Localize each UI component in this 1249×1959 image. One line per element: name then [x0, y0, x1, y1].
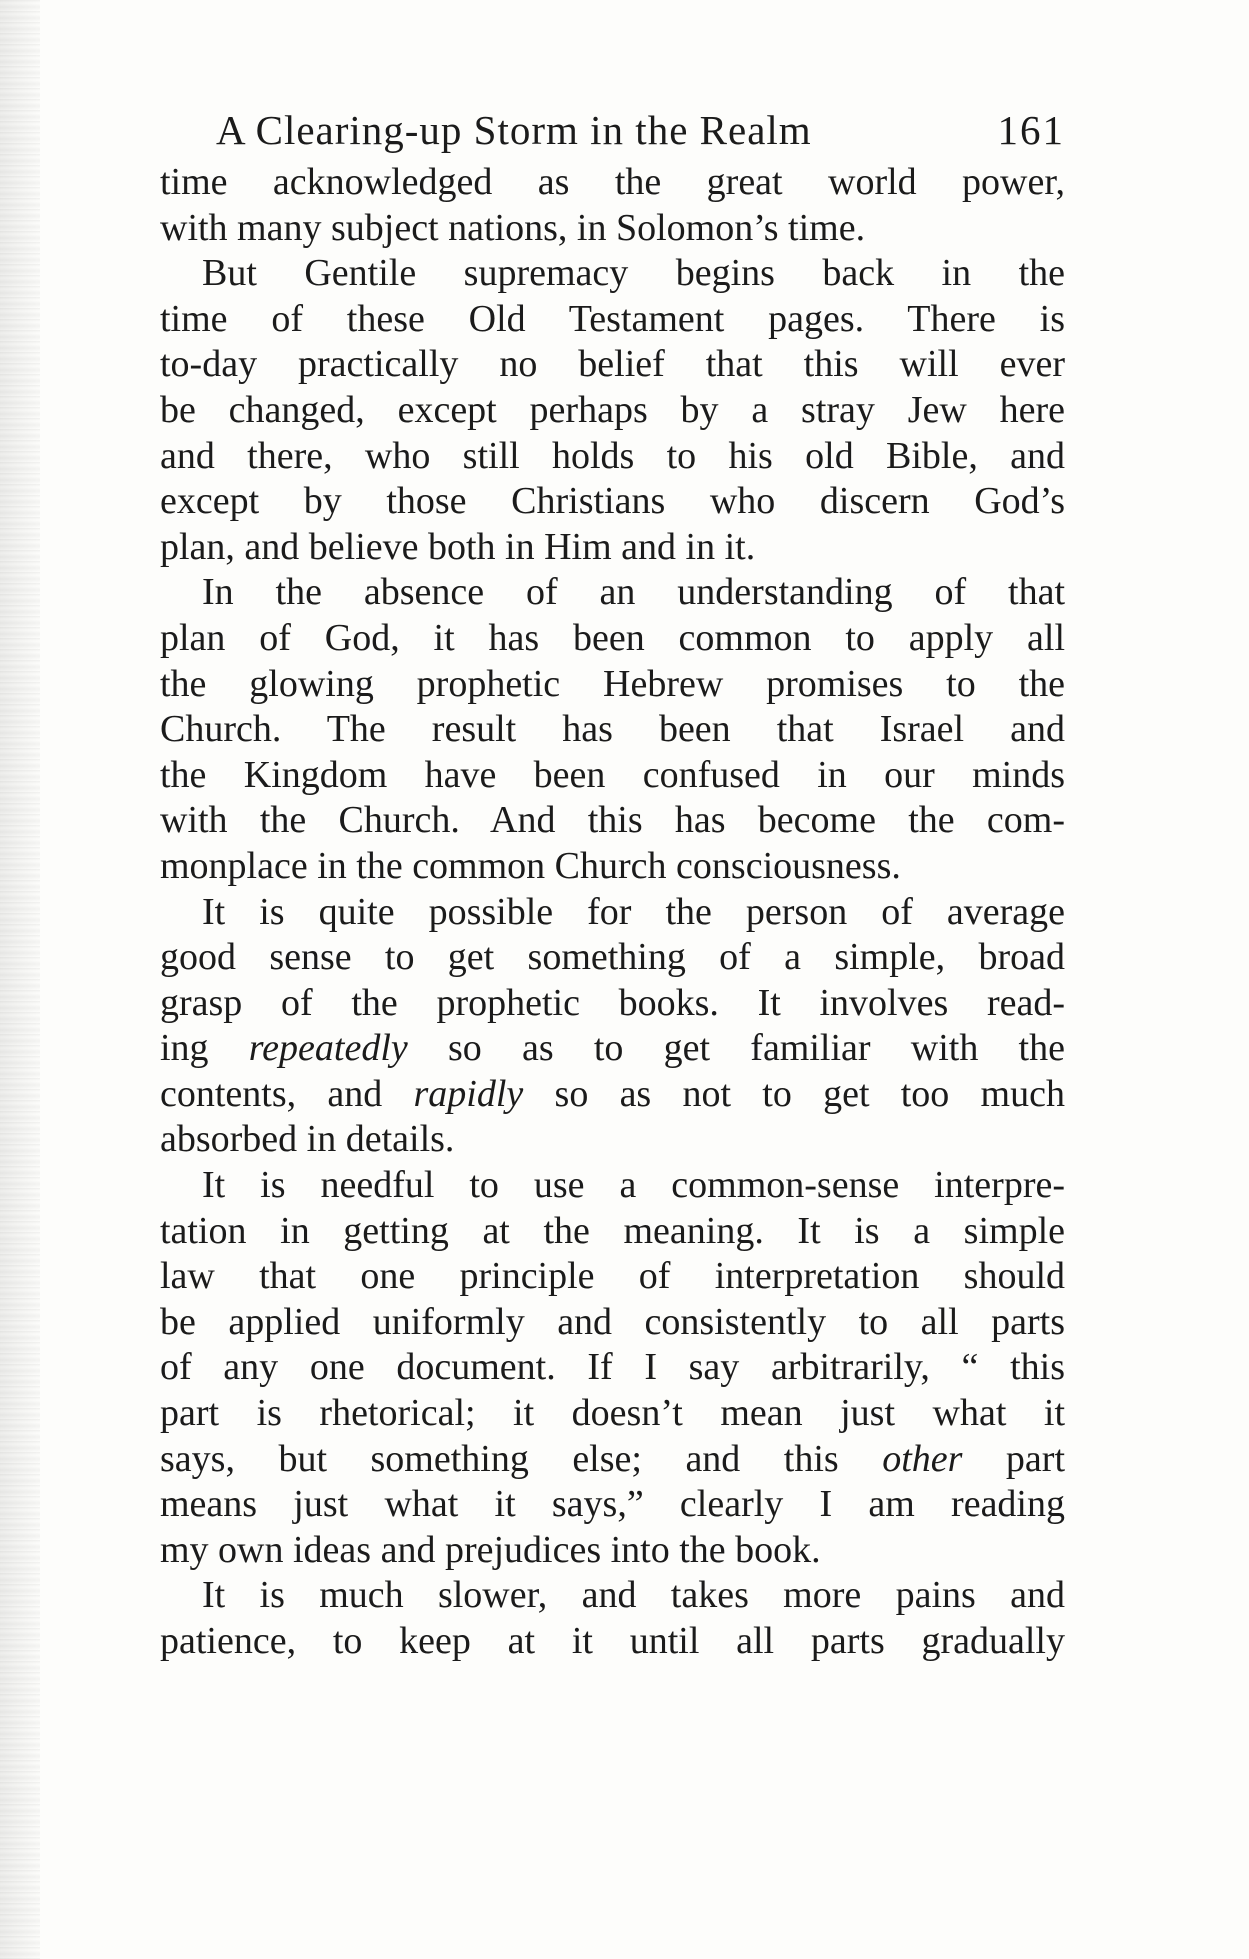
text-line — [160, 160, 1065, 206]
text-run: of any one document. If I say arbitrarily, “ this — [160, 1346, 1065, 1389]
text-run: with the Church. And this has become the com- — [160, 799, 1065, 842]
text-run: grasp of the prophetic books. It involves read- — [160, 981, 1065, 1024]
text-line — [160, 1619, 1065, 1665]
text-line — [160, 1209, 1065, 1255]
text-line — [160, 1026, 1065, 1072]
running-head-title: A Clearing-up Storm in the Realm — [216, 107, 812, 153]
text-run: tation in getting at the meaning. It is a simple — [160, 1209, 1065, 1252]
paragraph — [160, 1573, 1065, 1664]
text-run: means just what it says,” clearly I am reading — [160, 1483, 1065, 1526]
text-run: patience, to keep at it until all parts gradually — [160, 1620, 1065, 1662]
text-line — [160, 798, 1065, 844]
paragraph — [160, 1163, 1065, 1573]
text-run: part is rhetorical; it doesn’t mean just what it — [160, 1392, 1065, 1435]
running-head — [160, 100, 1065, 160]
text-run: Church. The result has been that Israel and — [160, 708, 1065, 751]
text-line — [160, 1573, 1065, 1619]
text-line — [160, 1482, 1065, 1528]
italic-text: repeatedly — [248, 1027, 408, 1070]
text-run: with many subject nations, in Solomon’s time. — [160, 206, 866, 249]
text-line — [160, 251, 1065, 297]
text-run: But Gentile supremacy begins back in the — [202, 252, 1065, 295]
text-run: my own ideas and prejudices into the book. — [160, 1528, 821, 1571]
text-run: time acknowledged as the great world power, — [160, 161, 1065, 203]
text-line — [160, 616, 1065, 662]
text-line — [160, 1117, 1065, 1163]
text-line — [160, 388, 1065, 434]
text-run: time of these Old Testament pages. There is — [160, 297, 1065, 340]
text-run: except by those Christians who discern God’s — [160, 480, 1065, 523]
text-line — [160, 342, 1065, 388]
text-run: monplace in the common Church consciousness. — [160, 844, 901, 887]
text-run: law that one principle of interpretation should — [160, 1255, 1065, 1298]
text-line — [160, 297, 1065, 343]
text-line — [160, 434, 1065, 480]
text-line — [160, 1345, 1065, 1391]
italic-text: other — [882, 1437, 963, 1480]
text-line — [160, 1254, 1065, 1300]
text-line — [160, 890, 1065, 936]
text-line — [160, 1072, 1065, 1118]
text-run: part — [962, 1437, 1066, 1480]
text-run: ing — [160, 1027, 249, 1070]
page-number: 161 — [997, 107, 1065, 153]
text-line — [160, 1163, 1065, 1209]
text-run: In the absence of an understanding of that — [202, 571, 1065, 614]
body-text — [160, 160, 1065, 1665]
text-line — [160, 1437, 1065, 1483]
text-run: the glowing prophetic Hebrew promises to the — [160, 662, 1065, 705]
text-block — [160, 100, 1065, 1665]
text-line — [160, 662, 1065, 708]
text-run: be changed, except perhaps by a stray Jew here — [160, 388, 1065, 431]
text-line — [160, 1528, 1065, 1574]
paragraph — [160, 890, 1065, 1164]
text-line — [160, 1300, 1065, 1346]
text-run: plan of God, it has been common to apply all — [160, 616, 1065, 659]
text-run: contents, and — [160, 1072, 414, 1115]
text-line — [160, 525, 1065, 571]
text-run: the Kingdom have been confused in our minds — [160, 753, 1065, 796]
text-run: plan, and believe both in Him and in it. — [160, 525, 756, 568]
text-line — [160, 479, 1065, 525]
page-gutter-edge — [0, 0, 40, 1959]
italic-text: rapidly — [413, 1072, 524, 1115]
text-line — [160, 570, 1065, 616]
text-line — [160, 206, 1065, 252]
text-line — [160, 981, 1065, 1027]
text-run: be applied uniformly and consistently to all parts — [160, 1300, 1065, 1343]
paragraph — [160, 251, 1065, 570]
text-run: It is quite possible for the person of average — [202, 890, 1065, 933]
text-run: so as not to get too much — [523, 1072, 1065, 1115]
text-line — [160, 935, 1065, 981]
text-line — [160, 1391, 1065, 1437]
paragraph — [160, 570, 1065, 889]
text-line — [160, 844, 1065, 890]
text-line — [160, 753, 1065, 799]
text-run: so as to get familiar with the — [407, 1027, 1065, 1070]
text-run: says, but something else; and this — [160, 1437, 883, 1480]
paragraph — [160, 160, 1065, 251]
text-run: good sense to get something of a simple, broad — [160, 936, 1065, 979]
text-run: absorbed in details. — [160, 1118, 455, 1161]
text-run: and there, who still holds to his old Bible, and — [160, 434, 1065, 477]
text-run: to-day practically no belief that this will ever — [160, 343, 1065, 386]
text-line — [160, 707, 1065, 753]
text-run: It is much slower, and takes more pains and — [202, 1574, 1065, 1617]
text-run: It is needful to use a common-sense interpre- — [202, 1164, 1065, 1207]
